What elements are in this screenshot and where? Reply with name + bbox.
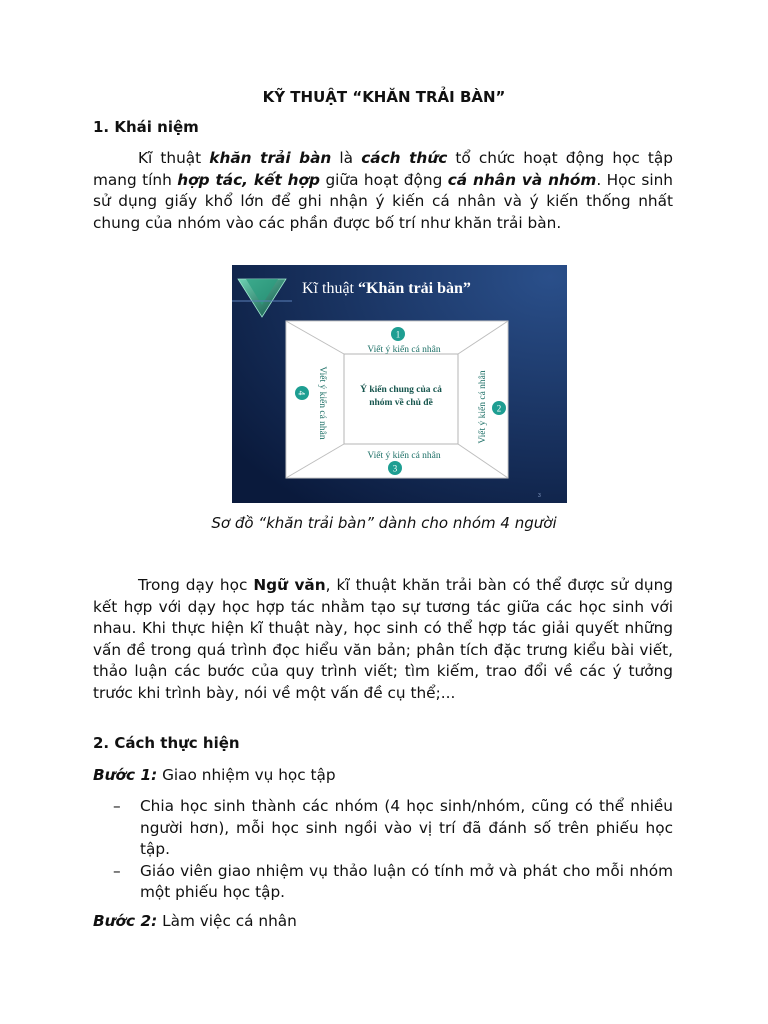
step-1 xyxy=(93,766,336,784)
top-label: Viết ý kiến cá nhân xyxy=(367,345,441,355)
figure-caption: Sơ đồ “khăn trải bàn” dành cho nhóm 4 người xyxy=(211,514,557,532)
step-2-label: Bước 2: xyxy=(93,912,158,930)
diagram-title: Kĩ thuật “Khăn trải bàn” xyxy=(302,280,471,297)
text-run: Trong dạy học xyxy=(138,576,254,594)
step-2-text: Làm việc cá nhân xyxy=(157,912,297,930)
svg-text:2: 2 xyxy=(496,403,502,414)
svg-text:4: 4 xyxy=(296,390,307,396)
number-badge-3 xyxy=(388,461,402,475)
slide-page-number: 3 xyxy=(538,493,541,499)
bullet-item: – Giáo viên giao nhiệm vụ thảo luận có tính mở và phát cho mỗi nhóm một phiếu học tập. xyxy=(113,861,673,904)
text-run: cá nhân và nhóm xyxy=(447,170,597,189)
left-label: Viết ý kiến cá nhân xyxy=(317,366,327,440)
step-1-bullets xyxy=(113,796,673,904)
step-1-text: Giao nhiệm vụ học tập xyxy=(157,766,336,784)
tablecloth-diagram xyxy=(232,265,567,503)
right-label: Viết ý kiến cá nhân xyxy=(478,370,488,444)
text-run: giữa hoạt động xyxy=(320,170,448,189)
svg-text:3: 3 xyxy=(392,463,398,474)
text-run: tổ chức hoạt động học tập mang tính xyxy=(93,149,674,189)
concept-paragraph xyxy=(93,148,673,234)
text-run: cách thức xyxy=(361,149,448,167)
text-run: hợp tác, kết hợp xyxy=(177,170,321,189)
text-run: Ngữ văn xyxy=(253,576,326,594)
number-badge-4 xyxy=(295,386,309,400)
bullet-item: – Chia học sinh thành các nhóm (4 học sinh/nhóm, cũng có thể nhiều người hơn), mỗi học sinh ngồi vào vị trí đã đánh số trên phiếu học tập. xyxy=(113,796,673,861)
number-badge-2 xyxy=(492,401,506,415)
section-1-heading: 1. Khái niệm xyxy=(93,118,199,136)
text-run: là xyxy=(331,149,362,167)
svg-text:1: 1 xyxy=(395,329,401,340)
literature-paragraph xyxy=(93,575,673,704)
center-text-line1: Ý kiến chung của cả xyxy=(360,385,442,395)
number-badge-1 xyxy=(391,327,405,341)
text-run: khăn trải bàn xyxy=(209,149,332,167)
center-text-line2: nhóm về chủ đề xyxy=(369,398,433,408)
step-1-label: Bước 1: xyxy=(93,766,158,784)
section-2-heading: 2. Cách thực hiện xyxy=(93,734,240,752)
bottom-label: Viết ý kiến cá nhân xyxy=(367,451,441,461)
text-run: , kĩ thuật khăn trải bàn có thể được sử dụng kết hợp với dạy học hợp tác nhằm tạo sự tương tác giữa các học sinh với nhau. Khi thực hiện kĩ thuật này, học sinh có thể hợp tác giải quyết những vấn đề trong quá trình đọc hiểu văn bản; phân tích đặc trưng kiểu bài viết, thảo luận các bước của quy trình viết; tìm kiếm, trao đổi về các ý tưởng trước khi trình bày, nói về một vấn đề cụ thể;... xyxy=(93,576,674,702)
document-title: KỸ THUẬT “KHĂN TRẢI BÀN” xyxy=(262,88,506,106)
step-2 xyxy=(93,912,297,930)
text-run: Kĩ thuật xyxy=(138,149,210,167)
text-run: . Học sinh sử dụng giấy khổ lớn để ghi nhận ý kiến cá nhân và ý kiến thống nhất chung của nhóm vào các phần được bố trí như khăn trải bàn. xyxy=(93,170,674,232)
